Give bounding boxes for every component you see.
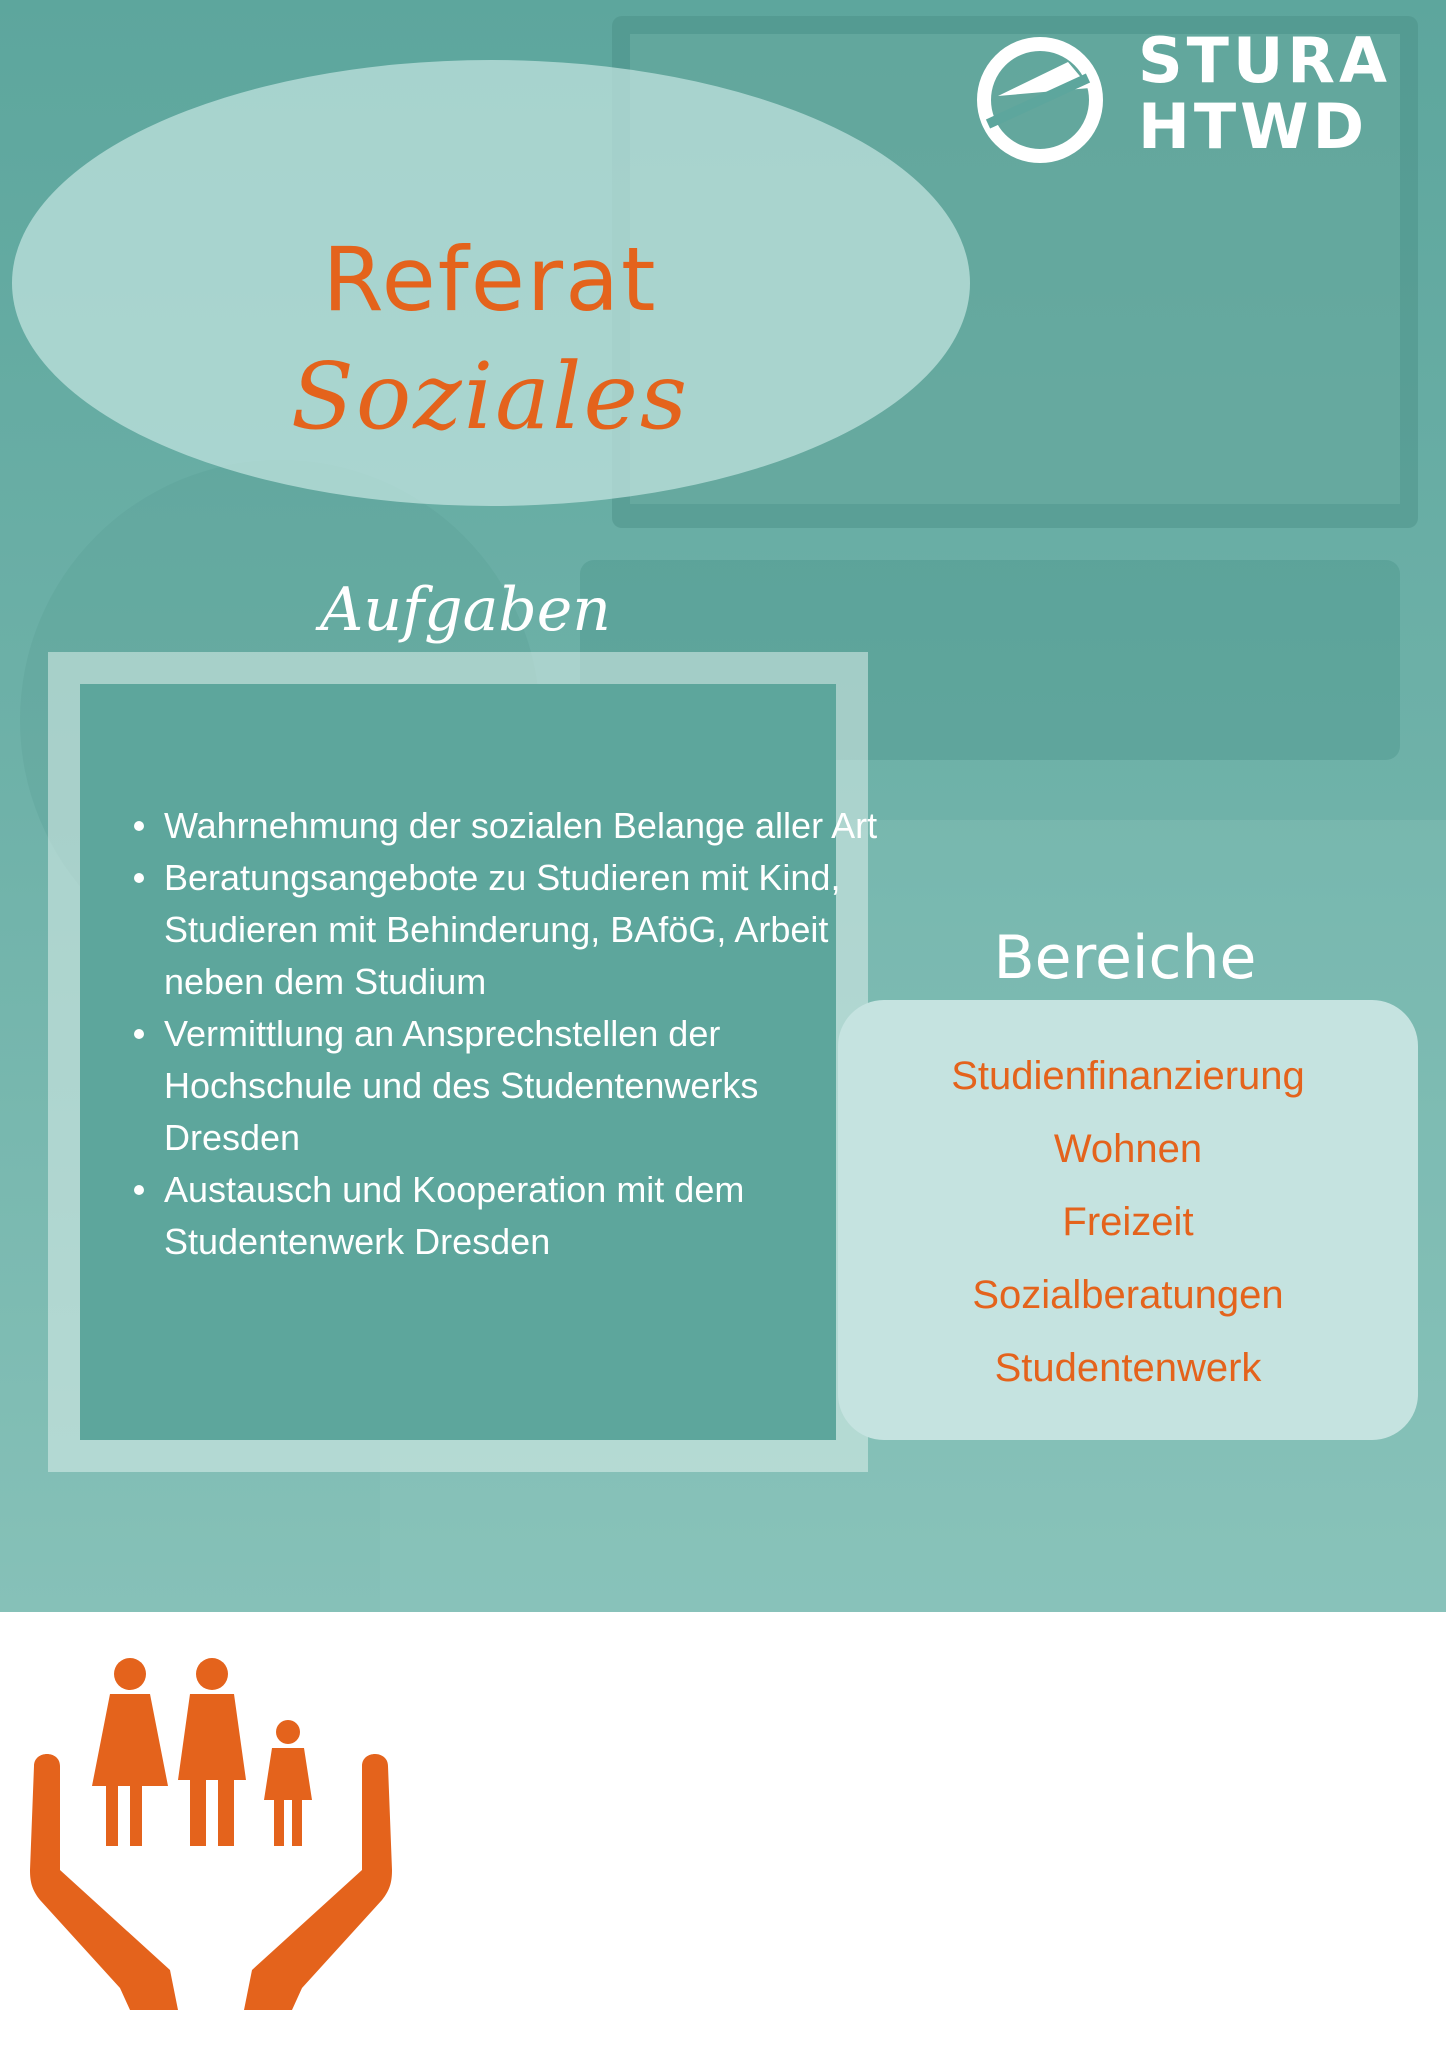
logo-line2: HTWD [1138,90,1369,163]
bereich-item: Studienfinanzierung [951,1054,1305,1098]
title-soziales: Soziales [290,343,690,450]
bereiche-list [838,1040,1418,1405]
aufgaben-list [100,800,884,1268]
title-referat: Referat [322,228,658,331]
bereich-item: Sozialberatungen [972,1273,1284,1317]
stura-logo [968,24,1418,168]
aufgabe-item: Wahrnehmung der sozialen Belange aller Art [164,800,884,852]
aufgabe-item: Austausch und Kooperation mit dem Studentenwerk Dresden [164,1164,884,1268]
title-blob [12,60,970,506]
bereich-item: Wohnen [1053,1127,1203,1171]
bereich-item: Freizeit [1062,1200,1194,1244]
bereiche-heading: Bereiche [993,923,1257,993]
bereich-item: Studentenwerk [994,1346,1262,1390]
stura-logo-icon [968,28,1118,168]
bereiche-panel [838,1000,1418,1440]
logo-line1: STURA [1138,24,1392,97]
family-in-hands-icon [30,1650,392,2010]
aufgabe-item: Vermittlung an Ansprechstellen der Hochschule und des Studentenwerks Dresden [164,1008,884,1164]
aufgabe-item: Beratungsangebote zu Studieren mit Kind, Studieren mit Behinderung, BAföG, Arbeit neben dem Studium [164,852,884,1008]
aufgaben-heading: Aufgaben [320,575,611,645]
